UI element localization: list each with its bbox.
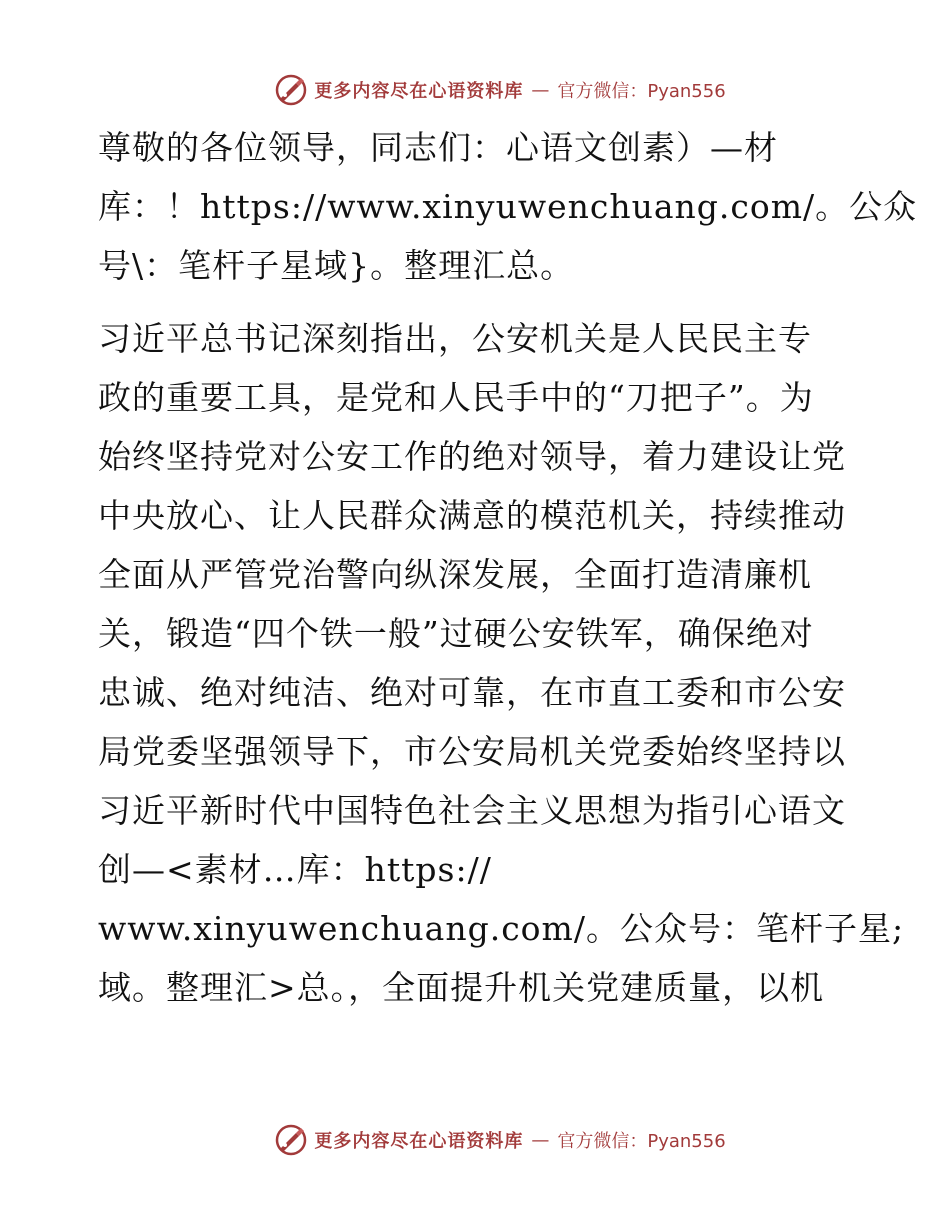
- text-line: 创—<素材…库：https://: [98, 850, 492, 889]
- text-line: 域。整理汇>总。，全面提升机关党建质量，以机: [98, 968, 825, 1007]
- footer-banner-main-text: 更多内容尽在心语资料库: [314, 1131, 524, 1152]
- document-body: [98, 118, 918, 1017]
- text-line: 全面从严管党治警向纵深发展，全面打造清廉机: [98, 555, 812, 594]
- text-line: 号\：笔杆子星域}。整理汇总。: [98, 246, 575, 285]
- pen-circle-logo-icon: [274, 1123, 308, 1157]
- paragraph-gap: [98, 295, 858, 309]
- footer-banner-wechat-text: 官方微信：Pyan556: [557, 1131, 726, 1152]
- text-line: 忠诚、绝对纯洁、绝对可靠，在市直工委和市公安: [98, 673, 846, 712]
- paragraph-2: [98, 309, 905, 1017]
- header-banner-wechat-text: 官方微信：Pyan556: [557, 81, 726, 102]
- header-banner: [0, 70, 950, 110]
- text-line: 中央放心、让人民群众满意的模范机关，持续推动: [98, 496, 846, 535]
- text-line: 局党委坚强领导下，市公安局机关党委始终坚持以: [98, 732, 846, 771]
- pen-circle-logo-icon: [274, 73, 308, 107]
- text-line: 关，锻造“四个铁一般”过硬公安铁军，确保绝对: [98, 614, 814, 653]
- footer-banner: [0, 1120, 950, 1160]
- text-line: 政的重要工具，是党和人民手中的“刀把子”。为: [98, 378, 814, 417]
- text-line: www.xinyuwenchuang.com/。公众号：笔杆子星;: [98, 909, 905, 948]
- text-line: 习近平新时代中国特色社会主义思想为指引心语文: [98, 791, 846, 830]
- header-banner-main-text: 更多内容尽在心语资料库: [314, 81, 524, 102]
- header-banner-dash: —: [531, 79, 550, 101]
- paragraph-1: [98, 118, 918, 295]
- footer-banner-content: [274, 1123, 725, 1157]
- text-line: 尊敬的各位领导，同志们：心语文创素）—材: [98, 128, 778, 167]
- text-line: 习近平总书记深刻指出，公安机关是人民民主专: [98, 319, 812, 358]
- footer-banner-dash: —: [531, 1129, 550, 1151]
- text-line: 库：！https://www.xinyuwenchuang.com/。公众: [98, 187, 918, 226]
- text-line: 始终坚持党对公安工作的绝对领导，着力建设让党: [98, 437, 846, 476]
- header-banner-content: [274, 73, 725, 107]
